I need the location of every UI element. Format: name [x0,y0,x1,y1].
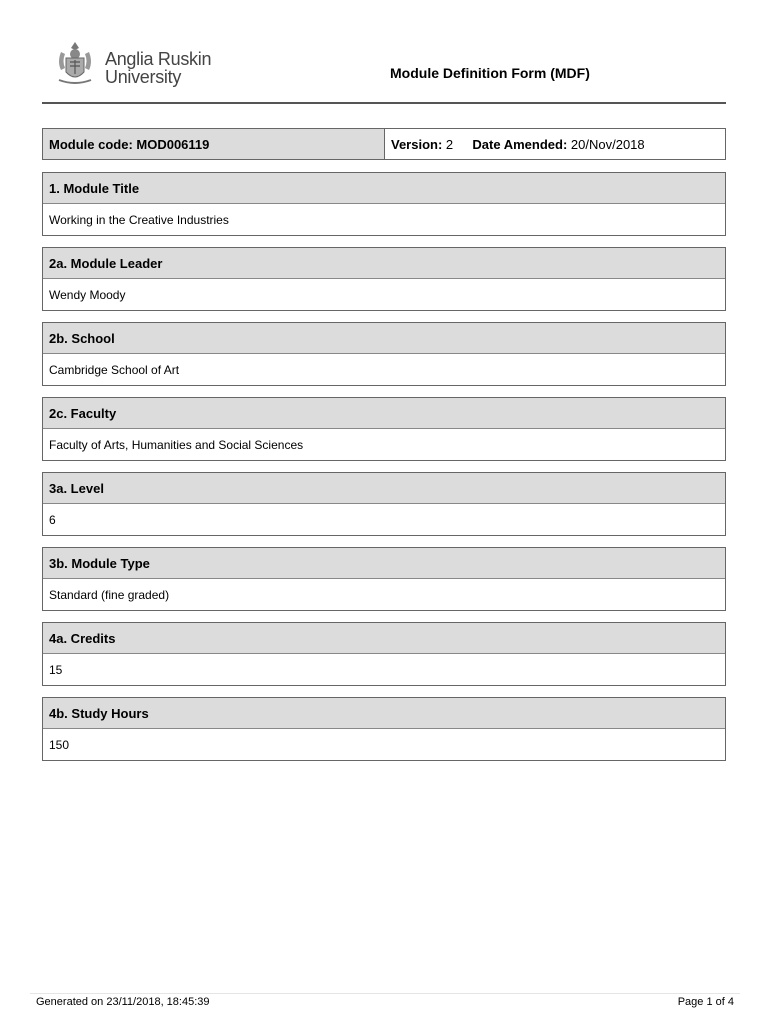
section-faculty [42,397,726,461]
section-credits [42,622,726,686]
footer-divider [30,993,740,994]
generated-timestamp: Generated on 23/11/2018, 18:45:39 [36,996,210,1008]
section-value: 6 [49,513,56,527]
logo-text-line2: University [105,67,182,87]
university-crest-icon [55,40,95,88]
logo-text-line1: Anglia Ruskin [105,49,212,69]
section-heading: 2a. Module Leader [43,248,725,279]
section-module-leader [42,247,726,311]
version-value: 2 [445,137,454,152]
section-value: Wendy Moody [49,288,126,302]
section-value: Faculty of Arts, Humanities and Social Sciences [49,438,304,452]
section-heading: 4a. Credits [43,623,725,654]
section-level [42,472,726,536]
section-school [42,322,726,386]
section-value: 150 [49,738,70,752]
header-divider [42,102,726,104]
version-label: Version: [391,137,443,152]
section-value: Standard (fine graded) [49,588,170,602]
section-heading: 3b. Module Type [43,548,725,579]
section-heading: 2c. Faculty [43,398,725,429]
section-heading: 1. Module Title [43,173,725,204]
date-amended-label: Date Amended: [472,137,568,152]
section-value: 15 [49,663,63,677]
form-title: Module Definition Form (MDF) [390,65,590,81]
section-study-hours [42,697,726,761]
section-value: Working in the Creative Industries [49,213,229,227]
date-amended-value: 20/Nov/2018 [570,137,645,152]
module-code-row [42,128,726,160]
section-heading: 2b. School [43,323,725,354]
page-number: Page 1 of 4 [677,996,734,1008]
university-logo [55,40,215,90]
module-code: Module code: MOD006119 [43,129,385,159]
section-module-title [42,172,726,236]
section-value: Cambridge School of Art [49,363,180,377]
version-info [385,129,725,159]
section-module-type [42,547,726,611]
section-heading: 4b. Study Hours [43,698,725,729]
section-heading: 3a. Level [43,473,725,504]
